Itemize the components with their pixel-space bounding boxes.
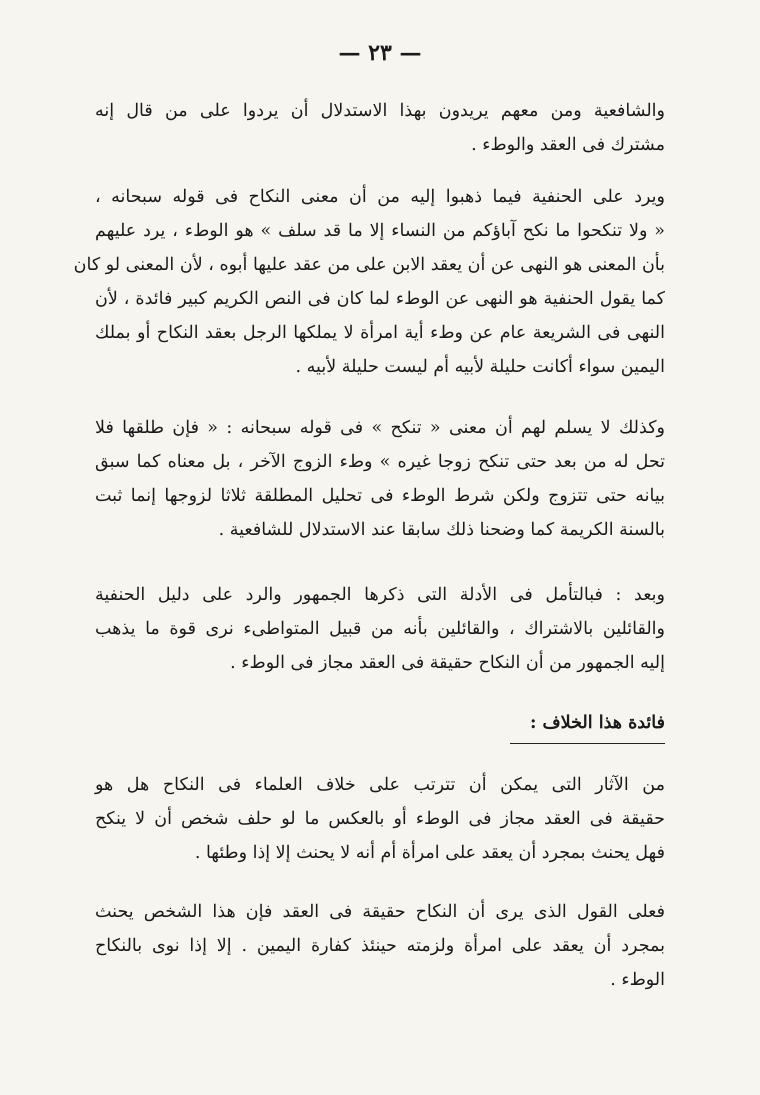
text-line: فهل يحنث بمجرد أن يعقد على امرأة أم أنه لا يحنث إلا إذا وطئها . bbox=[194, 843, 665, 863]
text-line: فعلى القول الذى يرى أن النكاح حقيقة فى العقد فإن هذا الشخص يحنث bbox=[95, 902, 665, 922]
text-line: اليمين سواء أكانت حليلة لأبيه أم ليست حليلة لأبيه . bbox=[295, 357, 665, 377]
page-number: — ٢٣ — bbox=[338, 40, 422, 66]
text-line: بمجرد أن يعقد على امرأة ولزمته حينئذ كفارة اليمين . إلا إذا نوى بالنكاح bbox=[95, 936, 665, 956]
text-line: مشترك فى العقد والوطء . bbox=[471, 135, 665, 155]
text-line: والشافعية ومن معهم يريدون بهذا الاستدلال أن يردوا على من قال إنه bbox=[95, 101, 665, 121]
text-line: « ولا تنكحوا ما نكح آباؤكم من النساء إلا ما قد سلف » هو الوطء ، يرد عليهم bbox=[95, 221, 665, 241]
paragraph-4 bbox=[95, 578, 665, 680]
text-line: ويرد على الحنفية فيما ذهبوا إليه من أن معنى النكاح فى قوله سبحانه ، bbox=[95, 187, 665, 207]
paragraph-3 bbox=[95, 411, 665, 547]
text-line: والقائلين بالاشتراك ، والقائلين بأنه من قبيل المتواطىء نرى قوة ما يذهب bbox=[95, 619, 665, 639]
text-line: كما يقول الحنفية هو النهى عن الوطء لما كان فى النص الكريم كبير فائدة ، لأن bbox=[95, 289, 665, 309]
heading-underline bbox=[510, 743, 665, 744]
text-line: من الآثار التى يمكن أن تترتب على خلاف العلماء فى النكاح هل هو bbox=[95, 775, 665, 795]
paragraph-6 bbox=[95, 895, 665, 997]
text-line: وكذلك لا يسلم لهم أن معنى « تنكح » فى قوله سبحانه : « فإن طلقها فلا bbox=[95, 418, 665, 438]
text-line: وبعد : فبالتأمل فى الأدلة التى ذكرها الجمهور والرد على دليل الحنفية bbox=[95, 585, 665, 605]
text-line: إليه الجمهور من أن النكاح حقيقة فى العقد مجاز فى الوطء . bbox=[230, 653, 665, 673]
section-heading: فائدة هذا الخلاف : bbox=[529, 713, 665, 733]
text-line: تحل له من بعد حتى تنكح زوجا غيره » وطء الزوج الآخر ، بل معناه كما سبق bbox=[95, 452, 665, 472]
paragraph-5 bbox=[95, 768, 665, 870]
paragraph-2 bbox=[73, 180, 665, 384]
text-line: النهى فى الشريعة عام عن وطء أية امرأة لا يملكها الرجل بعقد النكاح أو بملك bbox=[95, 323, 665, 343]
paragraph-1 bbox=[95, 94, 665, 162]
text-line: بأن المعنى هو النهى عن أن يعقد الابن على من عقد عليها أبوه ، لأن المعنى لو كان bbox=[73, 255, 665, 275]
text-line: بيانه حتى تتزوج ولكن شرط الوطء فى تحليل المطلقة ثلاثا لزوجها إنما ثبت bbox=[95, 486, 665, 506]
text-line: حقيقة فى العقد مجاز فى الوطء أو بالعكس ما لو حلف شخص أن لا ينكح bbox=[95, 809, 665, 829]
text-line: الوطء . bbox=[610, 970, 665, 990]
text-line: بالسنة الكريمة كما وضحنا ذلك سابقا عند الاستدلال للشافعية . bbox=[218, 520, 665, 540]
